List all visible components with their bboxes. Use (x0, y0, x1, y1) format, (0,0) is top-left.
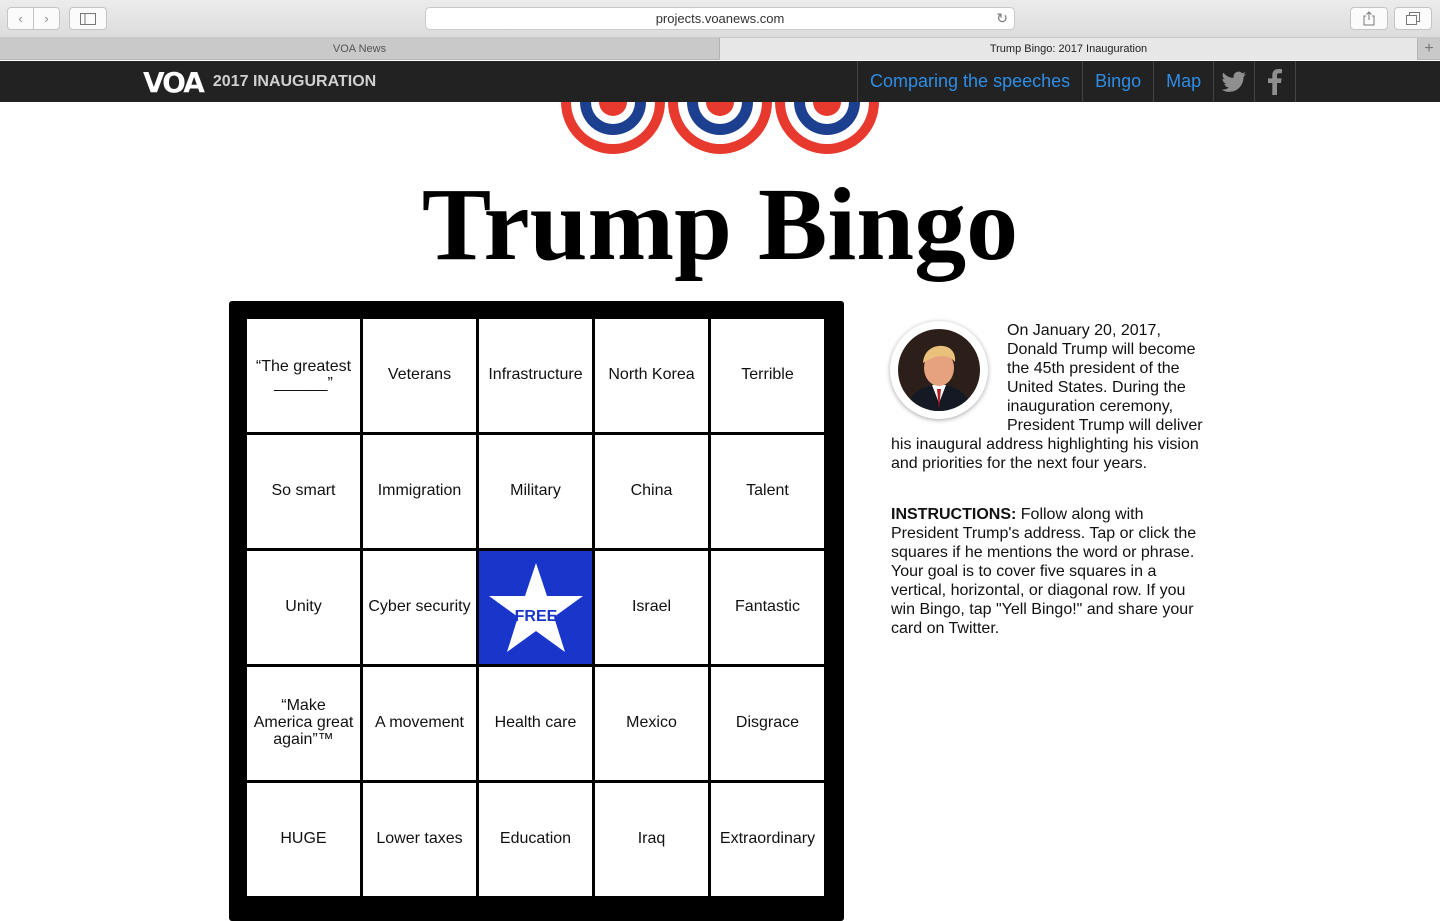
bingo-square[interactable] (363, 551, 476, 664)
site-nav (0, 61, 1440, 102)
sidebar-toggle-button[interactable] (69, 7, 107, 30)
bingo-square[interactable] (363, 319, 476, 432)
bingo-square-label: Mexico (626, 714, 677, 732)
bingo-square-label: “The greatest ______” (255, 357, 352, 392)
bingo-square[interactable] (247, 435, 360, 548)
address-bar[interactable] (425, 7, 1015, 30)
bingo-square-label: HUGE (280, 830, 327, 848)
new-tab-button[interactable] (1418, 38, 1440, 60)
nav-links (857, 61, 1296, 102)
nav-link-map[interactable]: Map (1154, 61, 1214, 102)
bingo-square[interactable] (711, 435, 824, 548)
bingo-card (229, 301, 844, 921)
bingo-square[interactable] (247, 551, 360, 664)
bingo-grid (247, 319, 827, 896)
intro-text: On January 20, 2017, Donald Trump will become the 45th president of the United States. During the inauguration ceremony, President Trump will deliver his inaugural address highlighting his vision and priorities for the next four years. (891, 322, 1203, 472)
instructions-label: INSTRUCTIONS: (891, 506, 1017, 523)
bingo-square[interactable] (247, 783, 360, 896)
bingo-square[interactable] (595, 783, 708, 896)
nav-link-bingo[interactable]: Bingo (1083, 61, 1154, 102)
bingo-square[interactable] (595, 435, 708, 548)
bingo-square-label: Lower taxes (376, 830, 463, 848)
bingo-square[interactable] (595, 319, 708, 432)
facebook-link[interactable] (1255, 61, 1296, 102)
bingo-free-square[interactable] (479, 551, 592, 664)
bingo-square-label: China (630, 482, 673, 500)
free-label: FREE (514, 607, 557, 625)
bingo-square[interactable] (479, 319, 592, 432)
share-icon (1363, 11, 1375, 26)
bingo-square-label: Military (510, 482, 561, 500)
chevron-left-icon: ‹ (18, 11, 23, 26)
facebook-icon (1268, 69, 1282, 95)
nav-link-comparing-speeches[interactable]: Comparing the speeches (858, 61, 1083, 102)
bingo-square-label: Health care (494, 714, 577, 732)
tab-voa-news[interactable]: VOA News (0, 38, 720, 60)
bingo-square[interactable] (595, 667, 708, 780)
bingo-square[interactable] (711, 783, 824, 896)
bingo-square[interactable] (363, 667, 476, 780)
bingo-square[interactable] (595, 551, 708, 664)
instructions-text: Follow along with President Trump's address. Tap or click the squares if he mentions the word or phrase. Your goal is to cover five squares in a vertical, horizontal, or diagonal row. If you win Bingo, tap "Yell Bingo!" and share your card on Twitter. (891, 506, 1197, 637)
avatar (890, 321, 988, 419)
bunting-1 (561, 102, 665, 154)
bingo-square[interactable] (247, 667, 360, 780)
bunting-decoration (560, 102, 880, 158)
bunting-3 (775, 102, 879, 154)
bingo-square[interactable] (363, 783, 476, 896)
bingo-square-label: So smart (271, 482, 336, 500)
star-icon (484, 558, 588, 658)
browser-toolbar (0, 0, 1440, 38)
bingo-square[interactable] (363, 435, 476, 548)
section-title: 2017 INAUGURATION (212, 73, 377, 90)
bingo-square-label: Fantastic (735, 598, 800, 616)
bingo-square-label: Immigration (377, 482, 462, 500)
bingo-square-label: Veterans (387, 366, 452, 384)
bunting-2 (668, 102, 772, 154)
forward-button[interactable] (33, 7, 60, 30)
bingo-square-label: Disgrace (735, 714, 800, 732)
bingo-square-label: Terrible (741, 366, 794, 384)
bingo-square-label: Education (499, 830, 572, 848)
tab-trump-bingo[interactable]: Trump Bingo: 2017 Inauguration (720, 38, 1418, 60)
bingo-square[interactable] (247, 319, 360, 432)
bingo-square[interactable] (479, 783, 592, 896)
sidebar-icon (80, 13, 96, 25)
plus-icon: + (1424, 40, 1434, 57)
bingo-square-label: A movement (375, 714, 464, 732)
bingo-square-label: “Make America great again”™ (253, 697, 354, 748)
show-tabs-button[interactable] (1394, 7, 1432, 30)
back-button[interactable] (7, 7, 34, 30)
bingo-square-label: Cyber security (368, 598, 471, 616)
bingo-square[interactable] (711, 319, 824, 432)
twitter-icon (1221, 71, 1247, 93)
bingo-square-label: Extraordinary (719, 830, 816, 848)
logo-mark: VOA (143, 65, 203, 99)
bingo-square-label: Talent (746, 482, 789, 500)
page-title: Trump Bingo (421, 167, 1019, 282)
bingo-square-label: Infrastructure (488, 366, 583, 384)
bingo-square[interactable] (479, 667, 592, 780)
tabs-icon (1406, 12, 1420, 25)
twitter-link[interactable] (1214, 61, 1255, 102)
tab-bar (0, 38, 1440, 60)
reload-icon[interactable]: ↻ (996, 10, 1008, 26)
voa-logo[interactable] (143, 67, 376, 97)
bingo-square[interactable] (711, 551, 824, 664)
bingo-square-label: North Korea (608, 366, 695, 384)
url-text: projects.voanews.com (655, 11, 785, 26)
bingo-square[interactable] (711, 667, 824, 780)
trump-portrait-icon (898, 329, 980, 411)
chevron-right-icon: › (44, 11, 49, 26)
bingo-square[interactable] (479, 435, 592, 548)
bingo-square-label: Unity (285, 598, 322, 616)
bingo-square-label: Iraq (637, 830, 666, 848)
instructions (891, 505, 1211, 638)
share-button[interactable] (1350, 7, 1388, 30)
bingo-square-label: Israel (631, 598, 672, 616)
